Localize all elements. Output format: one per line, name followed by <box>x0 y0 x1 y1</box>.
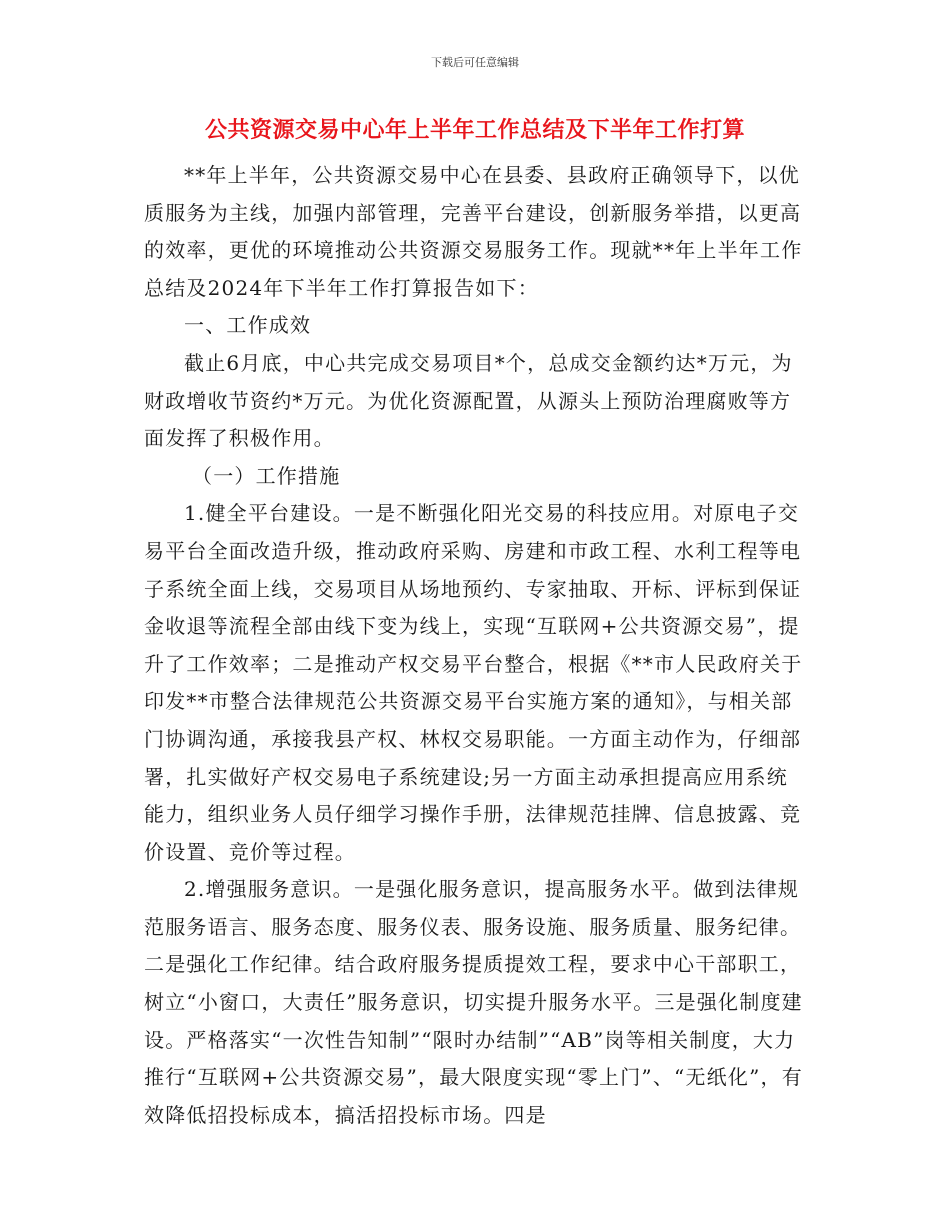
intro-paragraph: **年上半年，公共资源交易中心在县委、县政府正确领导下，以优质服务为主线，加强内部管理，完善平台建设，创新服务举措，以更高的效率，更优的环境推动公共资源交易服务工作。现就**年上半年工作总结及2024年下半年工作打算报告如下： <box>144 163 803 300</box>
document-title: 公共资源交易中心年上半年工作总结及下半年工作打算 <box>204 118 745 143</box>
section-heading: 一、工作成效 <box>184 313 312 338</box>
service-paragraph: 2.增强服务意识。一是强化服务意识，提高服务水平。做到法律规范服务语言、服务态度、服务仪表、服务设施、服务质量、服务纪律。二是强化工作纪律。结合政府服务提质提效工程，要求中心干部职工，树立“小窗口，大责任”服务意识，切实提升服务水平。三是强化制度建设。严格落实“一次性告知制”“限时办结制”“AB”岗等相关制度，大力推行“互联网+公共资源交易”，最大限度实现“零上门”、“无纸化”，有效降低招投标成本，搞活招投标市场。四是 <box>144 877 803 1127</box>
results-paragraph: 截止6月底，中心共完成交易项目*个，总成交金额约达*万元，为财政增收节资约*万元。为优化资源配置，从源头上预防治理腐败等方面发挥了积极作用。 <box>144 350 793 451</box>
platform-paragraph: 1.健全平台建设。一是不断强化阳光交易的科技应用。对原电子交易平台全面改造升级，推动政府采购、房建和市政工程、水利工程等电子系统全面上线，交易项目从场地预约、专家抽取、开标、评标到保证金收退等流程全部由线下变为线上，实现“互联网+公共资源交易”，提升了工作效率；二是推动产权交易平台整合，根据《**市人民政府关于印发**市整合法律规范公共资源交易平台实施方案的通知》，与相关部门协调沟通，承接我县产权、林权交易职能。一方面主动作为，仔细部署，扎实做好产权交易电子系统建设;另一方面主动承担提高应用系统能力，组织业务人员仔细学习操作手册，法律规范挂牌、信息披露、竞价设置、竞价等过程。 <box>144 501 803 864</box>
header-note: 下载后可任意编辑 <box>431 56 519 69</box>
document-body <box>144 157 806 1134</box>
subsection-heading: （一）工作措施 <box>192 463 341 488</box>
